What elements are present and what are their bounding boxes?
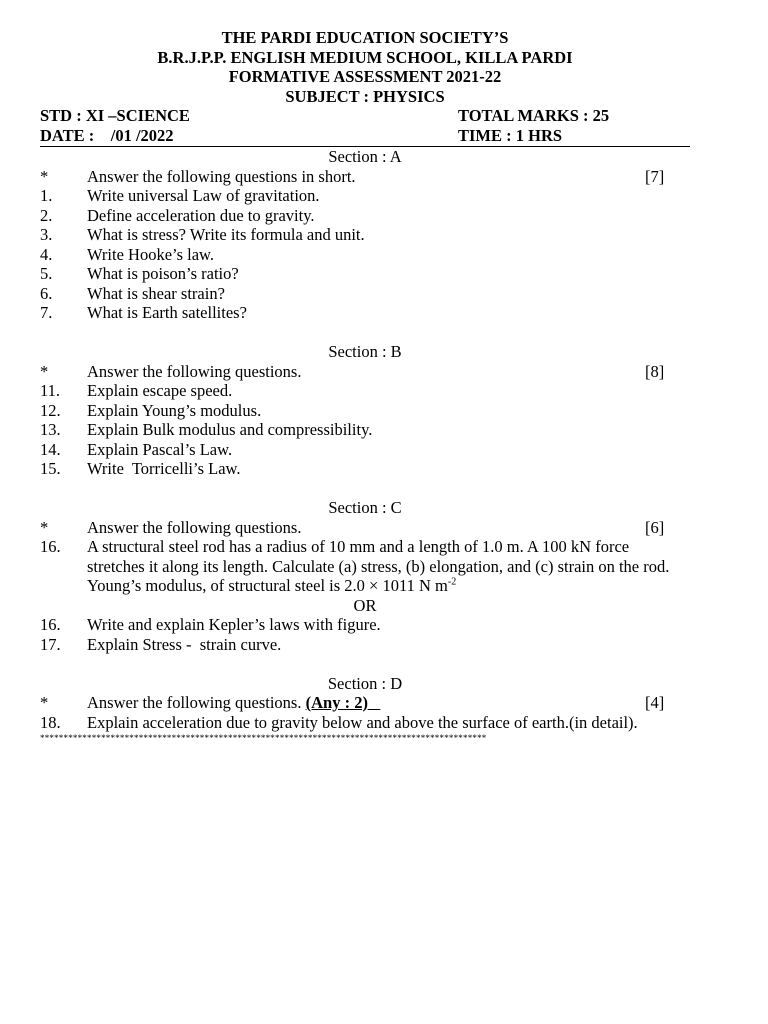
question-number: 14.: [40, 439, 61, 459]
question-row: [40, 303, 690, 323]
section-c-marks: [6]: [645, 517, 665, 537]
question-text: What is Earth satellites?: [87, 303, 247, 322]
date-label: DATE : /01 /2022: [40, 125, 174, 145]
question-text: Explain Young’s modulus.: [87, 400, 262, 420]
any-two-note: (Any : 2): [305, 693, 368, 712]
instruction-marker: *: [40, 166, 49, 186]
question-text: Define acceleration due to gravity.: [87, 205, 315, 225]
question-number: 16.: [40, 615, 61, 634]
question-16-body: A structural steel rod has a radius of 10 mm and a length of 1.0 m. A 100 kN force stretches it along its length. Calculate (a) stress, (b) elongation, and (c) strain on the rod. Young’s modulus, of structural steel is 2.0 × 1011 N m: [87, 537, 670, 595]
section-a-instruction: [40, 167, 690, 187]
instruction-text: Answer the following questions in short.: [87, 166, 356, 186]
total-marks-label: TOTAL MARKS : 25: [458, 106, 610, 125]
question-number: 3.: [40, 225, 53, 244]
instruction-marker: *: [40, 693, 49, 712]
question-row: [40, 537, 690, 596]
question-number: 2.: [40, 205, 53, 225]
question-number: 12.: [40, 400, 61, 420]
question-row: [40, 264, 690, 284]
section-d-title: Section : D: [327, 673, 403, 693]
instruction-marker: *: [40, 517, 49, 537]
question-row: [40, 186, 690, 206]
instruction-text: Answer the following questions.: [87, 517, 302, 537]
question-row: [40, 284, 690, 304]
time-label: TIME : 1 HRS: [458, 125, 563, 145]
question-number: 7.: [40, 303, 53, 322]
question-row: [40, 635, 690, 655]
question-row: [40, 440, 690, 460]
exponent: -2: [447, 576, 457, 588]
instruction-text: Answer the following questions.: [87, 361, 302, 381]
question-text: Write Torricelli’s Law.: [87, 459, 241, 478]
question-text: Explain acceleration due to gravity below and above the surface of earth.(in detail).: [87, 712, 638, 732]
section-c-instruction: [40, 518, 690, 538]
subject-title: SUBJECT : PHYSICS: [285, 86, 445, 106]
question-row: [40, 615, 690, 635]
question-text: Explain Pascal’s Law.: [87, 439, 233, 459]
spacer: [40, 479, 690, 499]
question-row: [40, 381, 690, 401]
question-row: [40, 225, 690, 245]
question-row: [40, 713, 720, 733]
section-a-title: Section : A: [328, 147, 402, 166]
question-text: Write and explain Kepler’s laws with figure.: [87, 615, 381, 634]
question-text: What is shear strain?: [87, 283, 225, 303]
question-row: [40, 420, 690, 440]
meta-row-1: [40, 106, 690, 126]
instruction-body: Answer the following questions.: [87, 693, 306, 712]
or-separator: OR: [353, 595, 377, 615]
exam-title: FORMATIVE ASSESSMENT 2021-22: [228, 67, 502, 86]
question-paper: [40, 28, 690, 744]
question-text: Explain Stress - strain curve.: [87, 634, 282, 654]
question-number: 4.: [40, 244, 53, 264]
question-row: [40, 245, 690, 265]
question-text: Explain Bulk modulus and compressibility.: [87, 420, 373, 439]
question-text: [87, 537, 690, 596]
question-text: What is stress? Write its formula and unit.: [87, 225, 365, 244]
section-d-marks: [4]: [645, 693, 665, 712]
section-b-instruction: [40, 362, 690, 382]
question-number: 13.: [40, 420, 61, 439]
question-text: Write Hooke’s law.: [87, 244, 215, 264]
question-text: Explain escape speed.: [87, 381, 233, 400]
section-a-marks: [7]: [645, 166, 665, 186]
question-number: 1.: [40, 186, 53, 205]
society-name: THE PARDI EDUCATION SOCIETY’S: [221, 28, 509, 47]
question-text: Write universal Law of gravitation.: [87, 186, 320, 205]
footer-stars: ***********************************************************************************************: [40, 733, 487, 743]
meta-row-2: [40, 126, 690, 146]
school-name: B.R.J.P.P. ENGLISH MEDIUM SCHOOL, KILLA PARDI: [157, 47, 573, 67]
question-number: 16.: [40, 537, 61, 556]
section-c-title: Section : C: [328, 498, 402, 517]
section-d-instruction: [40, 693, 690, 713]
instruction-text: [87, 693, 645, 713]
instruction-marker: *: [40, 361, 49, 381]
spacer: [40, 323, 690, 343]
section-b-marks: [8]: [645, 361, 665, 381]
question-row: [40, 206, 690, 226]
question-number: 17.: [40, 634, 61, 654]
question-text: What is poison’s ratio?: [87, 264, 239, 283]
question-number: 18.: [40, 712, 61, 732]
question-number: 15.: [40, 459, 61, 478]
question-number: 11.: [40, 381, 61, 400]
std-label: STD : XI –SCIENCE: [40, 106, 190, 125]
spacer: [40, 654, 690, 674]
question-number: 5.: [40, 264, 53, 283]
question-row: [40, 459, 690, 479]
section-b-title: Section : B: [328, 342, 402, 361]
question-number: 6.: [40, 283, 53, 303]
question-row: [40, 401, 690, 421]
